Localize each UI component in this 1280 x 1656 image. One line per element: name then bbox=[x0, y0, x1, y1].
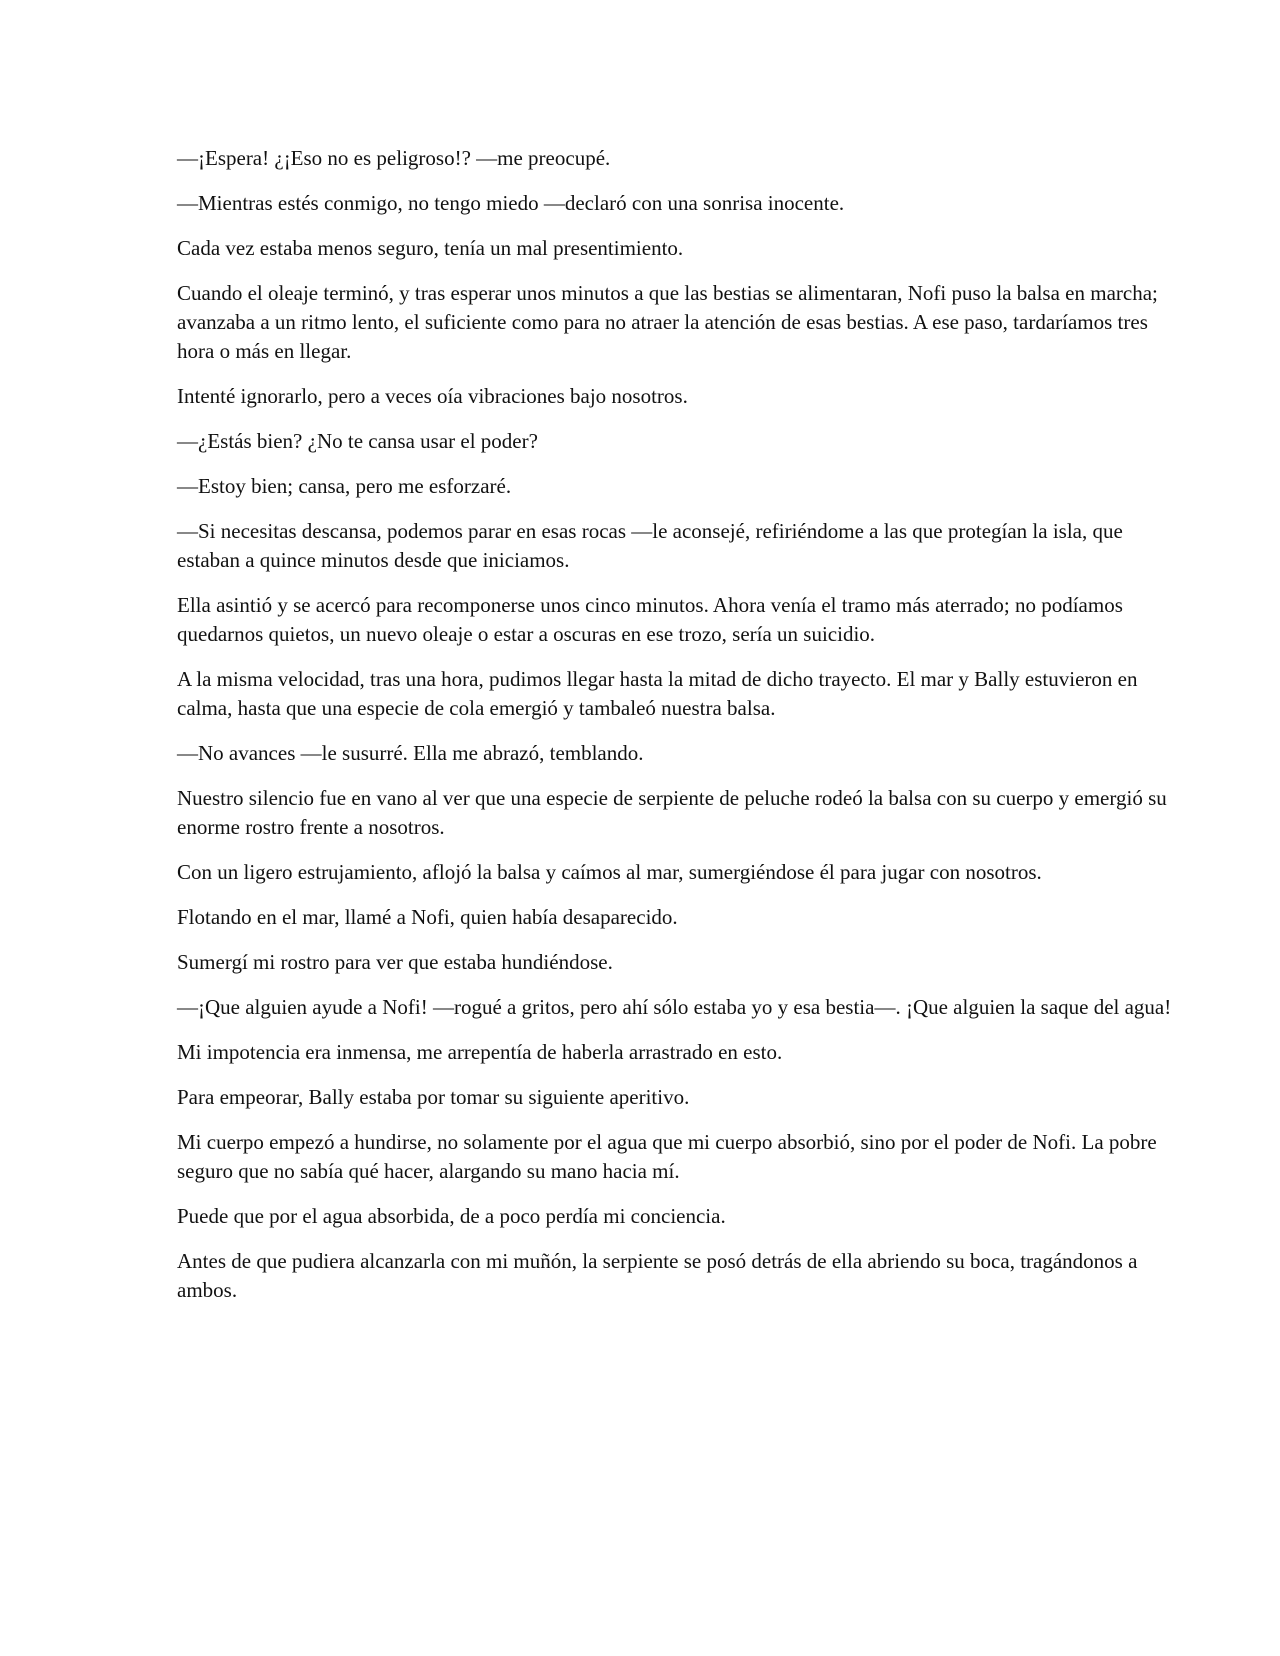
paragraph: —¡Espera! ¿¡Eso no es peligroso!? —me preocupé. bbox=[177, 146, 611, 170]
paragraph: Puede que por el agua absorbida, de a poco perdía mi conciencia. bbox=[177, 1204, 726, 1228]
paragraph: Ella asintió y se acercó para recomponerse unos cinco minutos. Ahora venía el tramo más aterrado; no podíamos quedarnos quietos, un nuevo oleaje o estar a oscuras en ese trozo, sería un suicidio. bbox=[177, 593, 1123, 646]
paragraph: —No avances —le susurré. Ella me abrazó, temblando. bbox=[177, 741, 644, 765]
paragraph: Mi impotencia era inmensa, me arrepentía de haberla arrastrado en esto. bbox=[177, 1040, 783, 1064]
paragraph: Mi cuerpo empezó a hundirse, no solamente por el agua que mi cuerpo absorbió, sino por el poder de Nofi. La pobre seguro que no sabía qué hacer, alargando su mano hacia mí. bbox=[177, 1130, 1157, 1183]
paragraph: Con un ligero estrujamiento, aflojó la balsa y caímos al mar, sumergiéndose él para jugar con nosotros. bbox=[177, 860, 1042, 884]
paragraph: Sumergí mi rostro para ver que estaba hundiéndose. bbox=[177, 950, 613, 974]
paragraph: —Estoy bien; cansa, pero me esforzaré. bbox=[177, 474, 512, 498]
document-body bbox=[177, 144, 1177, 1321]
paragraph: —¡Que alguien ayude a Nofi! —rogué a gritos, pero ahí sólo estaba yo y esa bestia—. ¡Que alguien la saque del agua! bbox=[177, 995, 1172, 1019]
paragraph: A la misma velocidad, tras una hora, pudimos llegar hasta la mitad de dicho trayecto. El mar y Bally estuvieron en calma, hasta que una especie de cola emergió y tambaleó nuestra balsa. bbox=[177, 667, 1138, 720]
paragraph: Antes de que pudiera alcanzarla con mi muñón, la serpiente se posó detrás de ella abriendo su boca, tragándonos a ambos. bbox=[177, 1249, 1138, 1302]
paragraph: —¿Estás bien? ¿No te cansa usar el poder? bbox=[177, 429, 538, 453]
paragraph: —Si necesitas descansa, podemos parar en esas rocas —le aconsejé, refiriéndome a las que protegían la isla, que estaban a quince minutos desde que iniciamos. bbox=[177, 519, 1123, 572]
paragraph: —Mientras estés conmigo, no tengo miedo —declaró con una sonrisa inocente. bbox=[177, 191, 845, 215]
paragraph: Intenté ignorarlo, pero a veces oía vibraciones bajo nosotros. bbox=[177, 384, 688, 408]
paragraph: Cuando el oleaje terminó, y tras esperar unos minutos a que las bestias se alimentaran, Nofi puso la balsa en marcha; avanzaba a un ritmo lento, el suficiente como para no atraer la atención de esas bestias. A ese paso, tardaríamos tres hora o más en llegar. bbox=[177, 281, 1158, 363]
paragraph: Para empeorar, Bally estaba por tomar su siguiente aperitivo. bbox=[177, 1085, 690, 1109]
paragraph: Nuestro silencio fue en vano al ver que una especie de serpiente de peluche rodeó la balsa con su cuerpo y emergió su enorme rostro frente a nosotros. bbox=[177, 786, 1167, 839]
paragraph: Flotando en el mar, llamé a Nofi, quien había desaparecido. bbox=[177, 905, 678, 929]
paragraph: Cada vez estaba menos seguro, tenía un mal presentimiento. bbox=[177, 236, 684, 260]
